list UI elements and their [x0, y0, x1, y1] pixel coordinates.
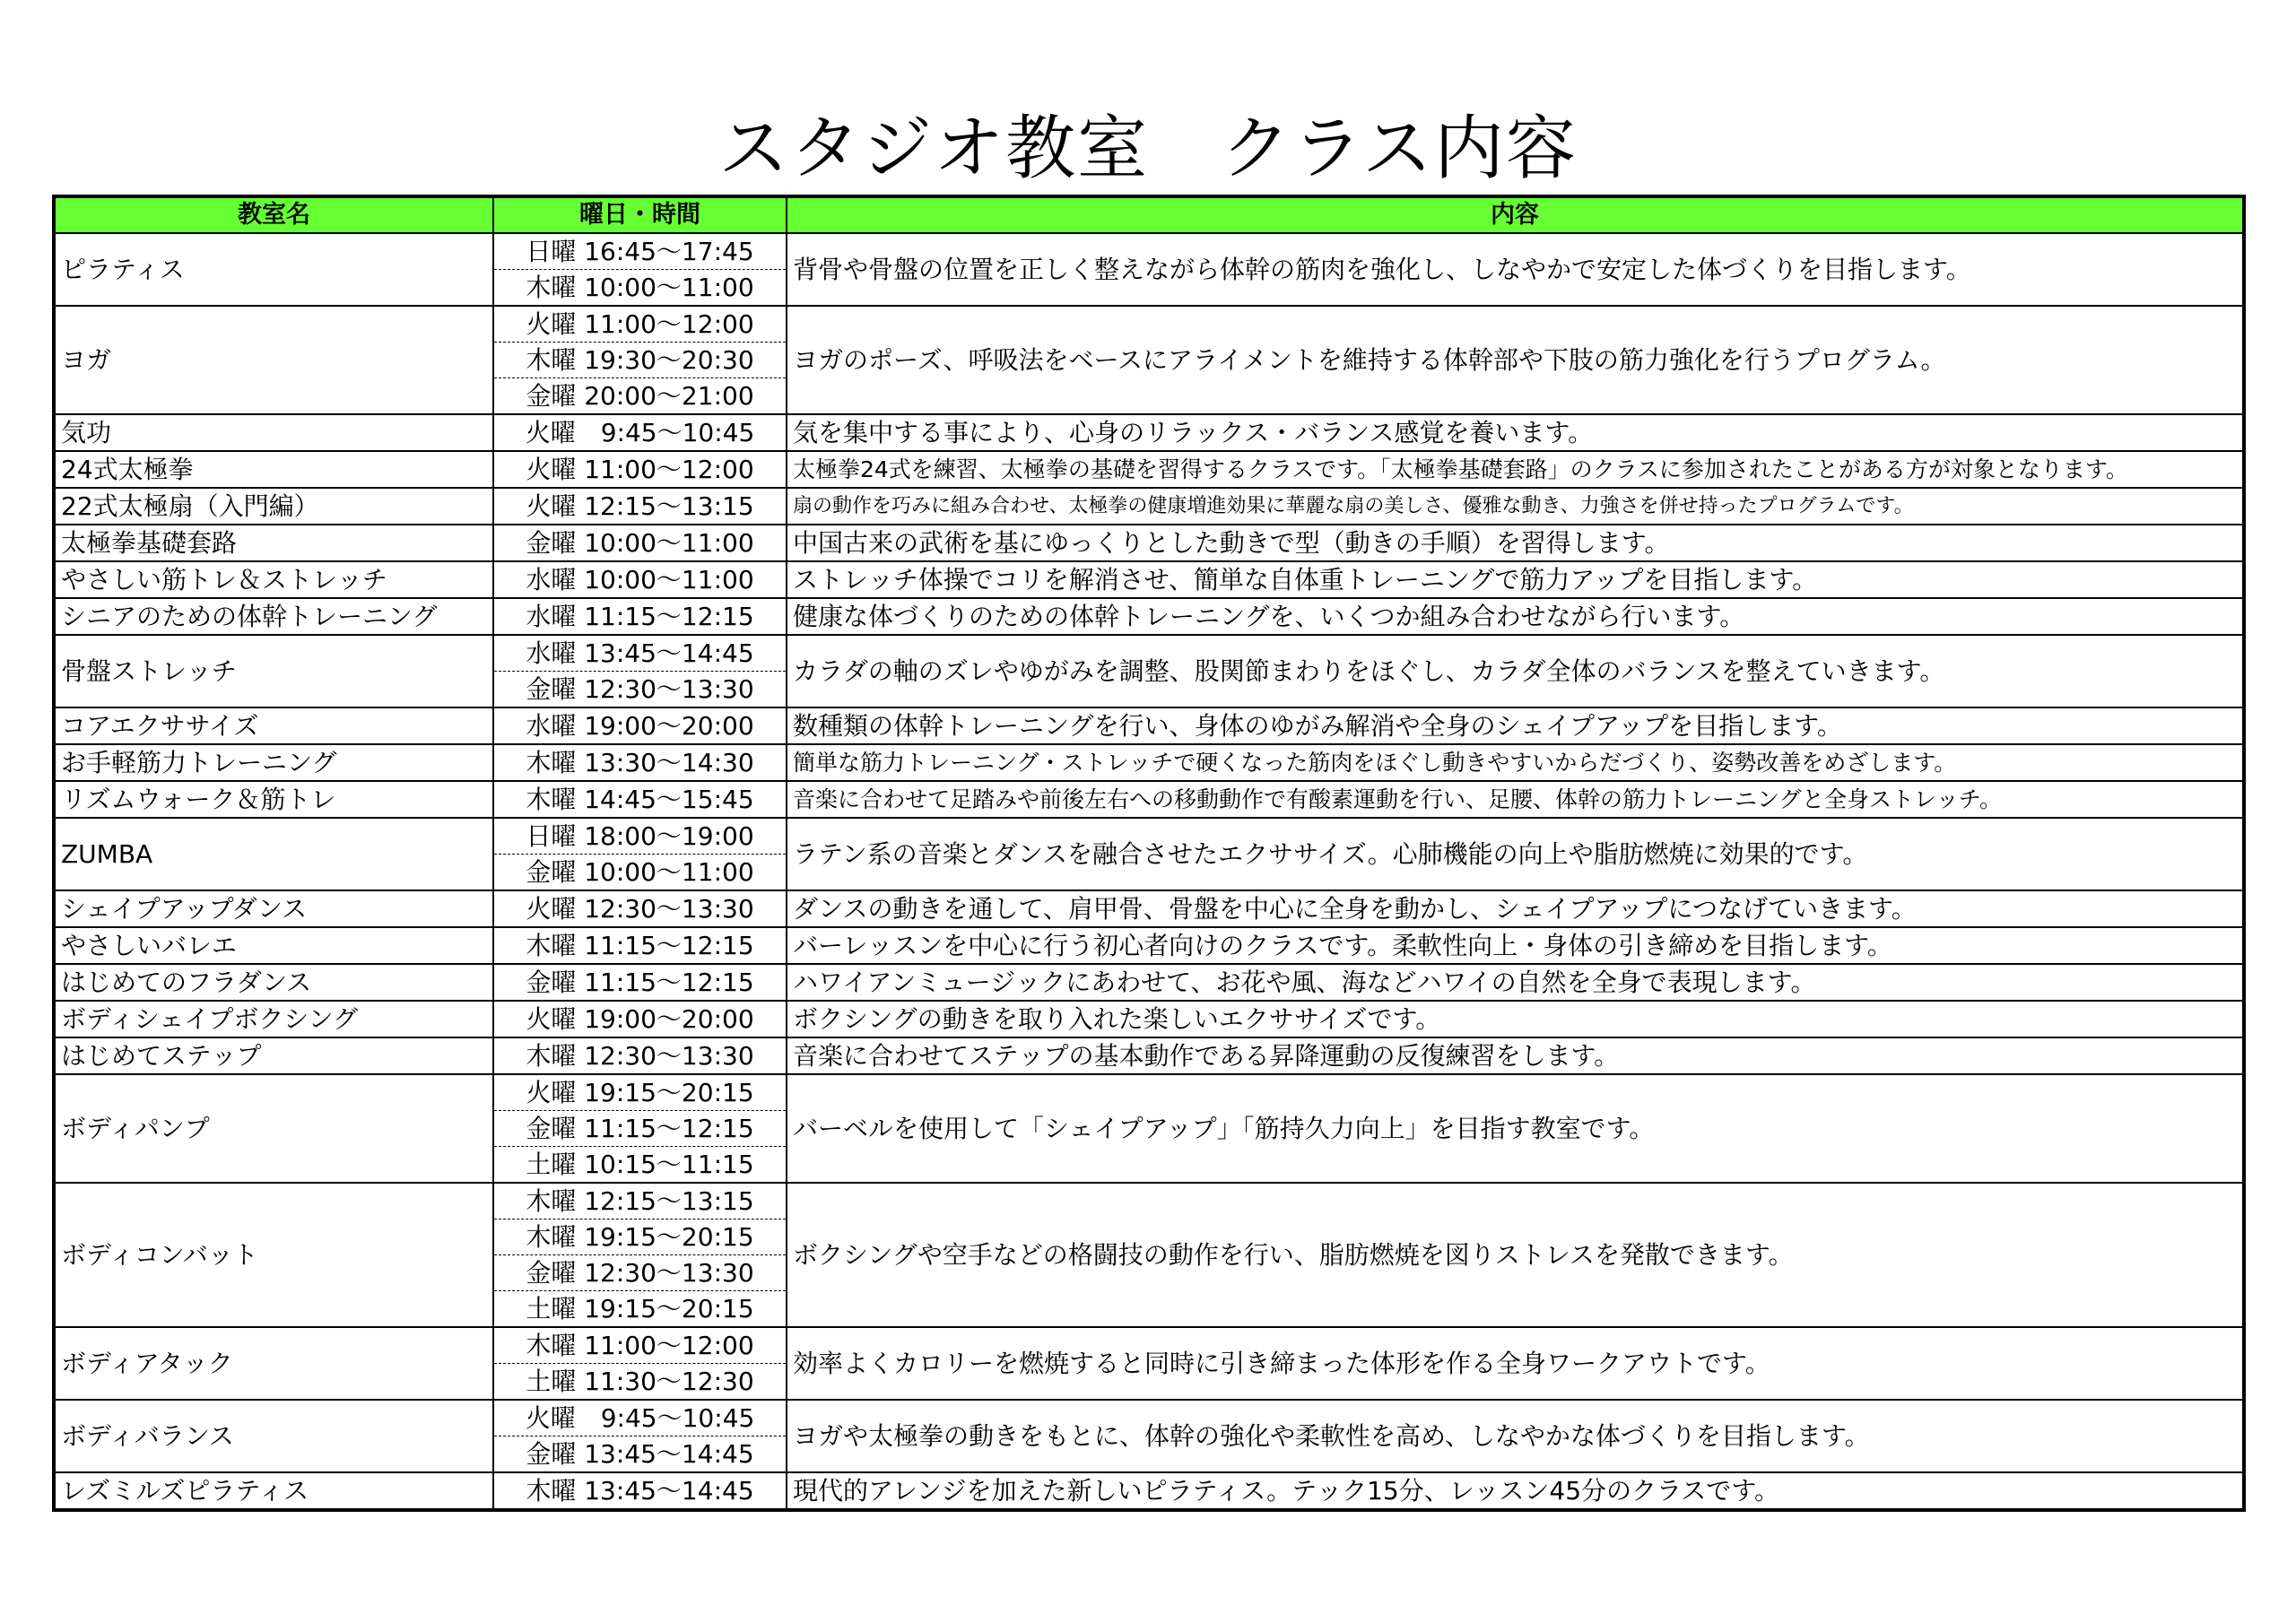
class-name: 気功 — [54, 414, 493, 451]
class-description: 簡単な筋力トレーニング・ストレッチで硬くなった筋肉をほぐし動きやすいからだづくり、姿勢改善をめざします。 — [787, 744, 2244, 781]
class-description: ボクシングの動きを取り入れた楽しいエクササイズです。 — [787, 1001, 2244, 1037]
class-time: 火曜 11:00～12:00 — [493, 306, 787, 343]
class-time: 日曜 18:00～19:00 — [493, 818, 787, 855]
class-description: バーベルを使用して「シェイプアップ」「筋持久力向上」を目指す教室です。 — [787, 1074, 2244, 1183]
class-description: 背骨や骨盤の位置を正しく整えながら体幹の筋肉を強化し、しなやかで安定した体づくりを目指します。 — [787, 233, 2244, 306]
class-time: 木曜 11:15～12:15 — [493, 927, 787, 964]
header-content: 内容 — [787, 196, 2244, 233]
class-name: 骨盤ストレッチ — [54, 635, 493, 707]
table-header-row — [54, 196, 2244, 233]
table-row — [54, 890, 2244, 927]
class-name: ボディバランス — [54, 1400, 493, 1472]
class-name: ボディアタック — [54, 1327, 493, 1400]
class-name: ボディコンバット — [54, 1183, 493, 1327]
class-description: 音楽に合わせて足踏みや前後左右への移動動作で有酸素運動を行い、足腰、体幹の筋力トレーニングと全身ストレッチ。 — [787, 781, 2244, 818]
class-time: 金曜 11:15～12:15 — [493, 1111, 787, 1147]
class-time: 火曜 9:45～10:45 — [493, 414, 787, 451]
class-time: 火曜 11:00～12:00 — [493, 451, 787, 488]
class-time: 木曜 14:45～15:45 — [493, 781, 787, 818]
class-name: やさしいバレエ — [54, 927, 493, 964]
table-row — [54, 1472, 2244, 1510]
class-description: 中国古来の武術を基にゆっくりとした動きで型（動きの手順）を習得します。 — [787, 525, 2244, 561]
class-name: 太極拳基礎套路 — [54, 525, 493, 561]
table-row — [54, 1400, 2244, 1436]
class-time: 金曜 12:30～13:30 — [493, 672, 787, 708]
class-description: 現代的アレンジを加えた新しいピラティス。テック15分、レッスン45分のクラスです。 — [787, 1472, 2244, 1510]
class-time: 木曜 10:00～11:00 — [493, 270, 787, 307]
class-time: 火曜 9:45～10:45 — [493, 1400, 787, 1436]
class-time: 木曜 19:15～20:15 — [493, 1219, 787, 1255]
class-description: ダンスの動きを通して、肩甲骨、骨盤を中心に全身を動かし、シェイプアップにつなげていきます。 — [787, 890, 2244, 927]
page-title: スタジオ教室 クラス内容 — [718, 108, 1578, 189]
class-description: ラテン系の音楽とダンスを融合させたエクササイズ。心肺機能の向上や脂肪燃焼に効果的です。 — [787, 818, 2244, 890]
class-description: ヨガのポーズ、呼吸法をベースにアライメントを維持する体幹部や下肢の筋力強化を行うプログラム。 — [787, 306, 2244, 414]
class-name: お手軽筋力トレーニング — [54, 744, 493, 781]
class-name: ZUMBA — [54, 818, 493, 890]
table-row — [54, 598, 2244, 635]
class-name: ボディシェイプボクシング — [54, 1001, 493, 1037]
table-row — [54, 233, 2244, 270]
class-name: やさしい筋トレ＆ストレッチ — [54, 561, 493, 598]
class-name: はじめてのフラダンス — [54, 964, 493, 1001]
class-time: 土曜 19:15～20:15 — [493, 1291, 787, 1328]
class-description: ボクシングや空手などの格闘技の動作を行い、脂肪燃焼を図りストレスを発散できます。 — [787, 1183, 2244, 1327]
class-description: ハワイアンミュージックにあわせて、お花や風、海などハワイの自然を全身で表現します。 — [787, 964, 2244, 1001]
table-row — [54, 707, 2244, 744]
class-time: 木曜 13:45～14:45 — [493, 1472, 787, 1510]
table-row — [54, 964, 2244, 1001]
class-description: 健康な体づくりのための体幹トレーニングを、いくつか組み合わせながら行います。 — [787, 598, 2244, 635]
table-row — [54, 1074, 2244, 1111]
table-row — [54, 488, 2244, 525]
class-time: 金曜 10:00～11:00 — [493, 525, 787, 561]
class-time: 木曜 19:30～20:30 — [493, 343, 787, 378]
class-name: ボディパンプ — [54, 1074, 493, 1183]
table-row — [54, 525, 2244, 561]
class-description: 音楽に合わせてステップの基本動作である昇降運動の反復練習をします。 — [787, 1037, 2244, 1074]
class-name: シニアのための体幹トレーニング — [54, 598, 493, 635]
class-time: 木曜 11:00～12:00 — [493, 1327, 787, 1364]
class-time: 日曜 16:45～17:45 — [493, 233, 787, 270]
class-description: 太極拳24式を練習、太極拳の基礎を習得するクラスです。「太極拳基礎套路」のクラスに参加されたことがある方が対象となります。 — [787, 451, 2244, 488]
class-description: バーレッスンを中心に行う初心者向けのクラスです。柔軟性向上・身体の引き締めを目指します。 — [787, 927, 2244, 964]
class-time: 木曜 12:15～13:15 — [493, 1183, 787, 1219]
table-row — [54, 1183, 2244, 1219]
class-time: 土曜 11:30～12:30 — [493, 1364, 787, 1401]
schedule-body — [54, 233, 2244, 1510]
class-description: ストレッチ体操でコリを解消させ、簡単な自体重トレーニングで筋力アップを目指します。 — [787, 561, 2244, 598]
table-row — [54, 744, 2244, 781]
table-row — [54, 1327, 2244, 1364]
class-schedule-table — [52, 195, 2246, 1512]
table-row — [54, 451, 2244, 488]
table-row — [54, 927, 2244, 964]
table-row — [54, 1001, 2244, 1037]
class-description: 効率よくカロリーを燃焼すると同時に引き締まった体形を作る全身ワークアウトです。 — [787, 1327, 2244, 1400]
class-time: 金曜 12:30～13:30 — [493, 1255, 787, 1291]
table-row — [54, 635, 2244, 672]
class-description: 気を集中する事により、心身のリラックス・バランス感覚を養います。 — [787, 414, 2244, 451]
class-name: リズムウォーク＆筋トレ — [54, 781, 493, 818]
class-description: 数種類の体幹トレーニングを行い、身体のゆがみ解消や全身のシェイプアップを目指します。 — [787, 707, 2244, 744]
class-name: ヨガ — [54, 306, 493, 414]
class-time: 木曜 12:30～13:30 — [493, 1037, 787, 1074]
class-time: 火曜 19:15～20:15 — [493, 1074, 787, 1111]
class-time: 火曜 19:00～20:00 — [493, 1001, 787, 1037]
class-time: 金曜 10:00～11:00 — [493, 855, 787, 891]
class-name: 24式太極拳 — [54, 451, 493, 488]
class-time: 水曜 11:15～12:15 — [493, 598, 787, 635]
class-time: 金曜 11:15～12:15 — [493, 964, 787, 1001]
class-time: 木曜 13:30～14:30 — [493, 744, 787, 781]
class-name: はじめてステップ — [54, 1037, 493, 1074]
header-day-time: 曜日・時間 — [493, 196, 787, 233]
class-time: 火曜 12:30～13:30 — [493, 890, 787, 927]
table-row — [54, 818, 2244, 855]
table-row — [54, 1037, 2244, 1074]
class-time: 金曜 13:45～14:45 — [493, 1436, 787, 1473]
class-time: 土曜 10:15～11:15 — [493, 1147, 787, 1184]
class-time: 金曜 20:00～21:00 — [493, 378, 787, 415]
class-description: カラダの軸のズレやゆがみを調整、股関節まわりをほぐし、カラダ全体のバランスを整えていきます。 — [787, 635, 2244, 707]
table-row — [54, 781, 2244, 818]
class-name: ピラティス — [54, 233, 493, 306]
table-row — [54, 414, 2244, 451]
class-name: レズミルズピラティス — [54, 1472, 493, 1510]
class-time: 水曜 13:45～14:45 — [493, 635, 787, 672]
table-row — [54, 306, 2244, 343]
class-time: 水曜 10:00～11:00 — [493, 561, 787, 598]
class-name: 22式太極扇（入門編） — [54, 488, 493, 525]
class-time: 火曜 12:15～13:15 — [493, 488, 787, 525]
class-description: 扇の動作を巧みに組み合わせ、太極拳の健康増進効果に華麗な扇の美しさ、優雅な動き、力強さを併せ持ったプログラムです。 — [787, 488, 2244, 525]
header-class-name: 教室名 — [54, 196, 493, 233]
class-time: 水曜 19:00～20:00 — [493, 707, 787, 744]
class-name: コアエクササイズ — [54, 707, 493, 744]
table-row — [54, 561, 2244, 598]
class-description: ヨガや太極拳の動きをもとに、体幹の強化や柔軟性を高め、しなやかな体づくりを目指します。 — [787, 1400, 2244, 1472]
class-name: シェイプアップダンス — [54, 890, 493, 927]
